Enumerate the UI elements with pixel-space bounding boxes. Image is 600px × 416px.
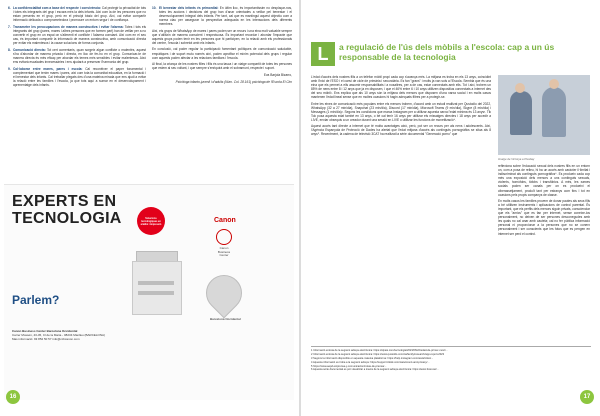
article-photo	[498, 75, 590, 155]
article-title: a regulació de l'ús dels mòbils a l'escola: cap a un ús responsable de la tecnologia	[339, 42, 555, 62]
printer-image	[126, 247, 186, 317]
paragraph: L'edat d'accés dels nostres fills a un telèfon mòbil propi cada cop s'avança més. La mitjana es troba en els 13 anys, coincidint amb l'inici de l'ESO i el canvi de cicle de primària i secundària. Es fan "grans" i molts ja van sols a l'Escola. Sembla que és una eina que els permet a ells assumir responsabilitats i a nosaltres, per a de cas, estar connectats amb ells. Tot i així, trobem un 85% de nens entre 8 i 12 anys que ja en disposen, i que el 46% entre 6 i 10 anys utilitzen dispositius connectats a internet des del seu mòbil¹. Ens explica que als 10 anys són la mitjana dels menors que disposen d'una xarxa social i en molts casos mantenen l'edat lineal sense que en moltes ocasions hi hagin adequats filtres per a protegir-se.	[311, 75, 491, 100]
ad-title: EXPERTS EN TECNOLOGIA	[12, 193, 122, 227]
photo-caption: Imatge de Victorya a Pixabay	[498, 157, 535, 161]
right-column-2	[498, 164, 590, 238]
author-credentials: Psicòloga infanto-juvenil i d'adults (Núm. Col. 28.161) psicòloga de l'Escola El Cim	[175, 80, 292, 84]
item-number: 7.	[8, 24, 11, 29]
left-column-2	[152, 6, 292, 84]
page-number: 17	[580, 390, 594, 404]
item-text: Cal reconèixer el paper fonamental i complementari que tenim mares i pares, així com tota la comunitat educativa, en la formació i el benestar dels infants. Cal treballar plegats des d'una mateixa mirada que ens ajudi a evitar la relació entre les famílies i l'escola, ja que tots aquí a sumar en el desenvolupament i aprenentatge dels infants.	[13, 67, 146, 88]
item-lead: Comunicació directa:	[13, 48, 46, 53]
item-lead: El benestar dels infants és primordial:	[159, 6, 219, 10]
contact-line: Mas informació: 93 852 50 57 info@ccbcanon.com	[12, 337, 80, 341]
item-lead: Col·laborar entre mares, pares i escola:	[13, 67, 83, 71]
footnote: 4 Aquesta informació es troba a la següent adreça: https://support.tiktok.com/ca/account-and-privacy/...	[311, 360, 430, 364]
footnote: 6 Aquesta sèrie documental es pot visualitzar a través de la següent adreça electrònica: https://www.3cat.cat/...	[311, 368, 439, 372]
page-number: 16	[6, 390, 20, 404]
author-name: Eva Barjola Bizarro,	[263, 72, 292, 77]
footnote: 5 https://www.aepd.es/prensa-y-comunicacion/notas-de-prensa/...	[311, 364, 387, 368]
paragraph: Entre les eines de comunicació més populars entre els menors trobem, d'acord amb un estudi realitzat per Qustodio del 2022, WhatsApp (32 a 27 min/dia), Snapchat (23 min/dia), Discord (17 min/dia), Microsoft Teams (9 min/dia), Skype (8 min/dia) i Messages (1 min/dia)². Segons les condicions que marca Instagram per a utilitzar aquesta xarxa l'edat mínima és 13 anys³. Tik Tok posa aquesta edat també en 13 anys, o bé cal tenir 16 anys per utilitzar els missatges directes i 18 anys per accedir a LIVE, enviar obsequis a un creador durant una sessió en LIVE o utilitzar les funcions de monetització⁴.	[311, 101, 491, 122]
footnote: 1 Informació extreta de la següent adreça electrònica: https://elpais.com/tecnologia/2023/06/22/edad-de-primer-movil...	[311, 349, 448, 352]
item-text: Cal protegir la privacitat de tots i totes els integrants del grup i escara més la dels infants. Així com la de les persones que no estan presents en el grup, però en el principi bàsic del grup. Així, cal evitar compartir informació delicada o comprometedora i promoure un entorn segur i de confiança.	[13, 6, 146, 23]
paragraph: En conclusió, cal poder regular la participació fomentant polítiques de comunicació saludable, empàtiques i de suport mutu només així, poden aprofitar el mínim potencial dels grups i regular com aquests poden afectar a les relacions familiars i l'escola.	[152, 47, 292, 60]
left-page	[0, 0, 299, 416]
paragraph: Al final, la criança de les nostres filles i fills és una tasca i un viatge compartit de totes les persones que estem al seu voltant, i que sempre s'enriquirà amb el sobramunt, respecte i suport.	[152, 61, 292, 70]
item-text: Totes i tots els integrants del grup (pares, mares i altres persones que en formen part) han de vetllar per a no convertir el grup en un espai on s'alimenti el conflicte i l'alarma constant. Així com en el seu cas, és important compartir la informació de manera constructiva, amb comunicació directa per evitar els malentesos i la cause solucions de forma conjunta.	[13, 24, 147, 46]
ad-address	[12, 329, 182, 341]
item-text: En últim lloc, és importantíssim no desplaçar-nos, totes les accions i decisions del grup han d'anar orientades a vetllar pel benestar i el desenvolupament integral dels infants. Per tant, cal que es mantingui aquest objectiu com a norma clau per assegurar la perspectiva adequada en les interaccions dels diferents membres.	[159, 6, 293, 27]
business-center-icon	[216, 229, 232, 245]
list-item	[8, 48, 146, 64]
business-center-label: Canon Business Center	[217, 246, 231, 258]
right-page	[301, 0, 600, 416]
footnote: 2 Informació extreta de la següent adreça electrònica: https://www.qustodio.com/ca/family/research/app-report-2023	[311, 352, 445, 356]
left-column-1	[8, 6, 146, 90]
footnote: 3 Segons la informació disponible en aquesta mateixa plataforma: https://help.instagram.com/es/articles/...	[311, 356, 434, 360]
list-item	[8, 25, 146, 45]
ad-badge: Solucions tecnològiques en anàlisi i impressió	[137, 207, 165, 235]
list-item	[8, 67, 146, 87]
canon-logo: Canon	[214, 217, 236, 224]
pin-label: Barcelona Occidental	[210, 317, 241, 321]
item-number: 6.	[8, 6, 11, 10]
right-column-1	[311, 75, 491, 138]
item-lead: La confidencialitat com a base del respecte i convivència:	[13, 6, 101, 10]
address-line: Carrer Mossèn, 43-45, Cl de la Maria - 08234 Manlleu (BARCELONA)	[12, 333, 106, 337]
paragraph: reflexiona sobre l'educació sexual dels nostres fills en un entorn on, com a posa de relleu, hi ha un accés amb caràcter il·limitat i indiscriminat als continguts pornogràfics⁶. Es produeix cada cop més una exposició dels menors a uns continguts sexuals, violents, homòfobs, tòfobs i transfòbics. A més, les xarxes socials poden ser canals per on es produeixi el ciberassetjament, produït tant per estranys com fins i tot en ocasions pels propis companys de classe.	[498, 164, 590, 197]
footnotes	[311, 346, 591, 372]
ad-question: Parlem?	[12, 293, 60, 307]
heading-initial: L	[311, 42, 335, 66]
address-name: Canon Business Center Barcelona Occidental	[12, 329, 78, 333]
paragraph: Així, els grups de WhatsApp de mares i pares poden ser un recurs i una eina molt valuable sempre que s'utilitzin de manera conscient i respectuosa. És important recordar i abordar l'impacte que aquests grups poden tenir en les persones que hi participen, en la relació amb els professionals del centre, l'escola i sobretot amb els infants.	[152, 29, 292, 46]
map-pin-icon	[199, 268, 250, 319]
canon-advertisement	[4, 184, 294, 400]
list-item	[8, 6, 146, 22]
item-text: Tot cert comentaris, quan sorgeix algun conflicte o malentès, aquest s'ha d'abordar de manera privada i directa, en lloc de fer-ho en el grup. Comunicar-te de manera directa és més eficaç per abordar els temes més sensibles i evitar malentesos. Això ens evitarà escalades innecessàries i ens ajudarà a preservar l'harmonia del grup.	[13, 48, 147, 65]
paragraph: En molts casos les famílies provem de donar pautes als seus fills a bé utilitzen instruments i aplicacions de control parental. És important, que els perfils dels menors siguin privats, conscienciar que els "amics" que es fan per internet, sense coneixe-los personalment, no deixen de ser persones desconegudes amb les quals no cal anar amb cautela; cal no fer pública informació personal ni proporcionar a la persones que no se conerx personalment i ser conscients que les fotos que es pengen en internet ser perd el control.	[498, 198, 590, 236]
item-number: 8.	[8, 48, 11, 53]
item-number: 10.	[152, 6, 157, 10]
item-number: 9.	[8, 67, 11, 71]
paragraph: Aquest accés tant directe a internet que té molta avantatges això, però, pot ser un recurs per als nens i adolescents. Així, l'Agència Espanyola de Protecció de Dades ha alertat que l'edat mitjana d'accés als continguts pornogràfics se situa als 8 anys⁵. Recentment, la cadena de televisió 3CAT ha realitzat la sèrie documental "Generació porno" que	[311, 124, 491, 137]
list-item	[152, 6, 292, 26]
item-lead: Transmetre les preocupacions de manera constructiva i evitar l'alarma:	[13, 24, 124, 29]
